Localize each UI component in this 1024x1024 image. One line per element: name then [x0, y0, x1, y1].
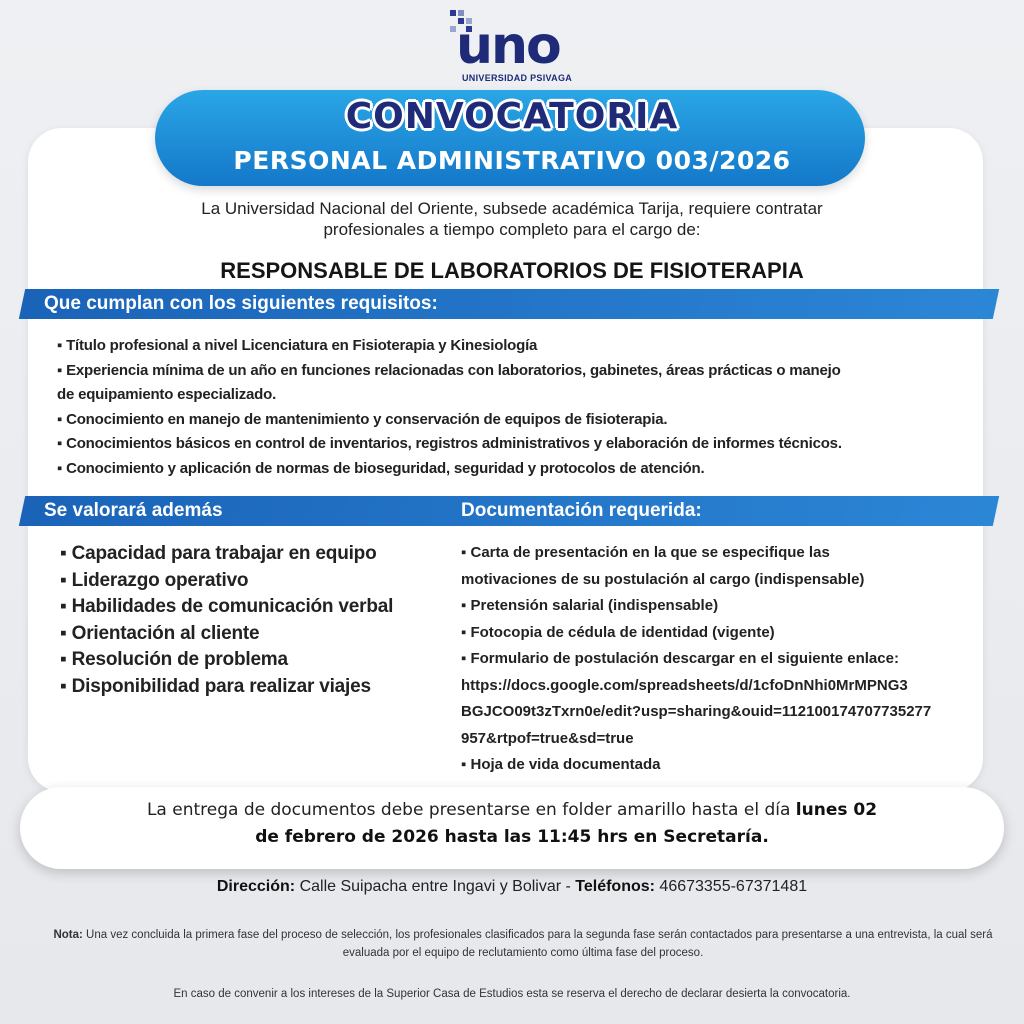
list-item: ▪ Resolución de problema	[60, 649, 288, 670]
delivery-text: La entrega de documentos debe presentarse en folder amarillo hasta el día	[146, 800, 796, 820]
documents-list	[461, 540, 981, 779]
intro-text	[80, 198, 944, 240]
delivery-date: lunes 02	[795, 800, 878, 820]
note-label: Nota:	[53, 929, 83, 941]
address-value: Calle Suipacha entre Ingavi y Bolivar -	[295, 878, 576, 895]
reserve-statement: En caso de convenir a los intereses de la Superior Casa de Estudios esta se reserva el derecho de declarar desierta la convocatoria.	[173, 988, 851, 1000]
contact-line	[0, 878, 1024, 896]
list-item: ▪ Título profesional a nivel Licenciatura en Fisioterapia y Kinesiología	[57, 337, 538, 354]
list-item: ▪ Conocimiento y aplicación de normas de bioseguridad, seguridad y protocolos de atención.	[57, 459, 705, 477]
requirements-list	[57, 334, 987, 482]
university-logo	[450, 10, 580, 82]
logo-wordmark: uno	[456, 16, 560, 76]
list-item: ▪ Disponibilidad para realizar viajes	[60, 675, 371, 697]
form-link[interactable]: 957&rtpof=true&sd=true	[461, 729, 634, 747]
phone-value: 46673355-67371481	[654, 878, 808, 895]
list-item: de equipamiento especializado.	[57, 386, 277, 404]
address-label: Dirección:	[216, 878, 296, 895]
list-item: ▪ Capacidad para trabajar en equipo	[60, 543, 377, 564]
form-link[interactable]: https://docs.google.com/spreadsheets/d/1cfoDnNhi0MrMPNG3	[461, 676, 908, 694]
valued-list	[60, 541, 440, 700]
list-item: motivaciones de su postulación al cargo (indispensable)	[461, 570, 865, 588]
list-item: ▪ Orientación al cliente	[60, 622, 260, 644]
position-title: RESPONSABLE DE LABORATORIOS DE FISIOTERAPIA	[220, 258, 804, 283]
note	[48, 926, 998, 962]
delivery-deadline: de febrero de 2026 hasta las 11:45 hrs en Secretaría.	[255, 827, 769, 847]
logo-subtitle: UNIVERSIDAD PSIVAGA	[462, 73, 573, 83]
documents-heading: Documentación requerida:	[461, 500, 702, 521]
list-item: ▪ Conocimiento en manejo de mantenimiento y conservación de equipos de fisioterapia.	[57, 410, 668, 428]
intro-line-1: La Universidad Nacional del Oriente, subsede académica Tarija, requiere contratar	[201, 199, 823, 218]
form-link[interactable]: BGJCO09t3zTxrn0e/edit?usp=sharing&ouid=112100174707735277	[461, 703, 932, 720]
list-item: ▪ Fotocopia de cédula de identidad (vigente)	[461, 623, 775, 641]
list-item: ▪ Pretensión salarial (indispensable)	[461, 597, 719, 614]
list-item: ▪ Liderazgo operativo	[60, 569, 249, 591]
delivery-notice	[40, 797, 984, 851]
page-title: CONVOCATORIA	[345, 96, 679, 137]
list-item: ▪ Formulario de postulación descargar en el siguiente enlace:	[461, 650, 899, 667]
requirements-heading: Que cumplan con los siguientes requisitos:	[44, 293, 438, 314]
list-item: ▪ Carta de presentación en la que se especifique las	[461, 544, 830, 561]
list-item: ▪ Habilidades de comunicación verbal	[60, 596, 394, 617]
list-item: ▪ Hoja de vida documentada	[461, 756, 661, 773]
phone-label: Teléfonos:	[575, 878, 655, 895]
valued-heading: Se valorará además	[44, 500, 223, 521]
intro-line-2: profesionales a tiempo completo para el cargo de:	[323, 220, 701, 239]
note-text: Una vez concluida la primera fase del proceso de selección, los profesionales clasificados para la segunda fase serán contactados para presentarse a una entrevista, la cual será evaluada por el equipo de reclutamiento como última fase del proceso.	[82, 929, 993, 959]
list-item: ▪ Experiencia mínima de un año en funciones relacionadas con laboratorios, gabinetes, áreas prácticas o manejo	[57, 361, 841, 379]
list-item: ▪ Conocimientos básicos en control de inventarios, registros administrativos y elaboración de informes técnicos.	[57, 435, 842, 453]
page-subtitle: PERSONAL ADMINISTRATIVO 003/2026	[233, 146, 791, 175]
